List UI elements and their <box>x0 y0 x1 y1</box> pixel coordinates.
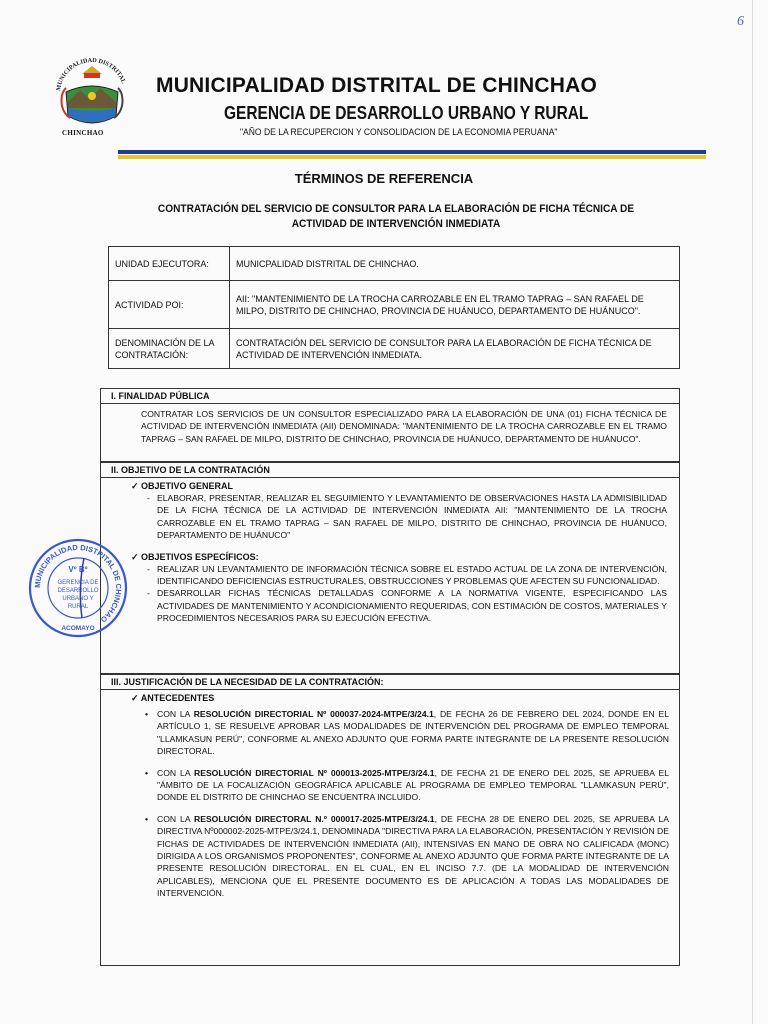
list-item: • CON LA RESOLUCIÓN DIRECTORAL N.º 000017-2025-MTPE/3/24.1, DE FECHA 28 DE ENERO DEL 2025, SE APRUEBA LA DIRECTIVA Nº000002-2025-MTPE/3/24.1, DENOMINADA "DIRECTIVA PARA LA ELABORACIÓN, PRESENTACIÓN Y REVISIÓN DE FICHAS DE ACTIVIDADES DE INTERVENCIÓN INMEDIATA (AII), INTENSIVAS EN MANO DE OBRA NO CALIFICADA (MONC) DIRIGIDA A LOS ORGANISMOS PROPONENTES", CONFORME AL ANEXO ADJUNTO QUE FORMA PARTE INTEGRANTE DE LA PRESENTE RESOLUCIÓN DIRECTORAL. EN EL CUAL, EN EL INCISO 7.7. (DE LA MODALIDAD DE INTERVENCIÓN APLICABLES), MENCIONA QUE EL PRESENTE DOCUMENTO ES DE APLICACIÓN A TODAS LAS MODALIDADES DE INTERVENCIÓN. <box>145 813 669 899</box>
section-heading: II. OBJETIVO DE LA CONTRATACIÓN <box>101 463 679 478</box>
section-text: CONTRATAR LOS SERVICIOS DE UN CONSULTOR ESPECIALIZADO PARA LA ELABORACIÓN DE UNA (01) FICHA TÉCNICA DE ACTIVIDAD DE INTERVENCIÓN INMEDIATA (AII) DENOMINADA: "MANTENIMIENTO DE LA TROCHA CARROZABLE EN EL TRAMO TAPRAG – SAN RAFAEL DE MILPO, DISTRITO DE CHINCHAO, PROVINCIA DE HUÁNUCO, DEPARTAMENTO DE HUÁNUCO". <box>141 409 667 444</box>
info-table <box>108 246 680 369</box>
list-item: - DESARROLLAR FICHAS TÉCNICAS DETALLADAS CONFORME A LA NORMATIVA VIGENTE, ESPECIFICANDO LAS ACTIVIDADES DE MANTENIMIENTO Y ACONDICIONAMIENTO REQUERIDAS, CON ESTIMACIÓN DE COSTOS, MATERIALES Y PROCEDIMIENTOS NECESARIOS PARA SU EJECUCIÓN EFECTIVA. <box>147 588 667 624</box>
list-item: • CON LA RESOLUCIÓN DIRECTORIAL Nº 000037-2024-MTPE/3/24.1, DE FECHA 26 DE FEBRERO DEL 2024, DONDE EN EL ARTÍCULO 1, SE RESUELVE APROBAR LAS MODALIDADES DE INTERVENCIÓN DEL PROGRAMA DE EMPLEO TEMPORAL "LLAMKASUN PERÚ", CONFORME AL ANEXO ADJUNTO QUE FORMA PARTE INTEGRANTE DE LA PRESENTE RESOLUCIÓN DIRECTORAL. <box>145 709 669 757</box>
info-value: CONTRATACIÓN DEL SERVICIO DE CONSULTOR PARA LA ELABORACIÓN DE FICHA TÉCNICA DE ACTIVIDAD DE INTERVENCIÓN INMEDIATA. <box>230 329 680 369</box>
item-text: , DE FECHA 26 DE FEBRERO DEL 2024, DONDE EN EL ARTÍCULO 1, SE RESUELVE APROBAR LAS MODALIDADES DE INTERVENCIÓN DEL PROGRAMA DE EMPLEO TEMPORAL "LLAMKASUN PERÚ", CONFORME AL ANEXO ADJUNTO QUE FORMA PARTE INTEGRANTE DE LA PRESENTE RESOLUCIÓN DIRECTORAL. <box>157 709 669 757</box>
header-subtitle: GERENCIA DE DESARROLLO URBANO Y RURAL <box>224 103 589 123</box>
svg-text:MUNICIPALIDAD DISTRITAL DE CHI: MUNICIPALIDAD DISTRITAL DE CHINCHAO <box>32 542 124 625</box>
section-heading: III. JUSTIFICACIÓN DE LA NECESIDAD DE LA CONTRATACIÓN: <box>101 675 679 690</box>
objective-general-heading: ✓ OBJETIVO GENERAL <box>131 481 234 491</box>
logo-caption: CHINCHAO <box>62 129 104 137</box>
document-title: TÉRMINOS DE REFERENCIA <box>294 171 474 186</box>
list-item: - REALIZAR UN LEVANTAMIENTO DE INFORMACIÓN TÉCNICA SOBRE EL ESTADO ACTUAL DE LA ZONA DE INTERVENCIÓN, IDENTIFICANDO DEFICIENCIAS ESTRUCTURALES, OBSTRUCCIONES Y PROBLEMAS QUE AFECTEN SU FUNCIONALIDAD. <box>147 563 667 587</box>
svg-text:DESARROLLO: DESARROLLO <box>57 588 99 594</box>
header-divider-blue <box>118 150 706 154</box>
info-label: ACTIVIDAD POI: <box>109 281 230 329</box>
item-prefix: CON LA <box>157 709 194 719</box>
header-title: MUNICIPALIDAD DISTRITAL DE CHINCHAO <box>156 74 597 97</box>
table-row <box>109 247 680 281</box>
svg-text:MUNICIPALIDAD DISTRITAL: MUNICIPALIDAD DISTRITAL <box>55 58 128 92</box>
municipal-logo <box>52 58 132 140</box>
table-row <box>109 329 680 369</box>
item-prefix: CON LA <box>157 767 195 778</box>
section-objetivo <box>100 462 680 674</box>
item-text: , DE FECHA 21 DE ENERO DEL 2025, SE APRUEBA EL "ÁMBITO DE LA FOCALIZACIÓN GEOGRÁFICA APLICABLE AL PROGRAMA DE EMPLEO TEMPORAL "LLAMKASUN PERÚ", DONDE EL DISTRITO DE CHINCHAO SE ENCUENTRA INCLUIDO. <box>157 767 669 803</box>
svg-text:GERENCIA DE: GERENCIA DE <box>57 580 99 586</box>
header-divider-yellow <box>118 155 706 159</box>
item-text: , DE FECHA 28 DE ENERO DEL 2025, SE APRUEBA LA DIRECTIVA Nº000002-2025-MTPE/3/24.1, DENOMINADA "DIRECTIVA PARA LA ELABORACIÓN, PRESENTACIÓN Y REVISIÓN DE FICHAS DE ACTIVIDADES DE INTERVENCIÓN INMEDIATA (AII), INTENSIVAS EN MANO DE OBRA NO CALIFICADA (MONC) DIRIGIDA A LOS ORGANISMOS PROPONENTES", CONFORME AL ANEXO ADJUNTO QUE FORMA PARTE INTEGRANTE DE LA PRESENTE RESOLUCIÓN DIRECTORAL. EN EL CUAL, EN EL INCISO 7.7. (DE LA MODALIDAD DE INTERVENCIÓN APLICABLES), MENCIONA QUE EL PRESENTE DOCUMENTO ES DE APLICACIÓN A TODAS LAS MODALIDADES DE INTERVENCIÓN. <box>157 813 669 899</box>
table-row <box>109 281 680 329</box>
section-finalidad <box>100 388 680 462</box>
item-prefix: CON LA <box>157 813 195 824</box>
section-heading: I. FINALIDAD PÚBLICA <box>101 389 679 404</box>
info-value: MUNICPALIDAD DISTRITAL DE CHINCHAO. <box>230 247 680 281</box>
list-item: - ELABORAR, PRESENTAR, REALIZAR EL SEGUIMIENTO Y LEVANTAMIENTO DE OBSERVACIONES HASTA LA ADMISIBILIDAD DE LA FICHA TÉCNICA DE LA ACTIVIDAD DE INTERVENCIÓN INMEDIATA AII: "MANTENIMIENTO DE LA TROCHA CARROZABLE EN EL TRAMO TAPRAG – SAN RAFAEL DE MILPO, DISTRITO DE CHINCHAO, PROVINCIA DE HUÁNUCO, DEPARTAMENTO DE HUÁNUCO" <box>147 493 667 541</box>
info-label: DENOMINACIÓN DE LA CONTRATACIÓN: <box>109 329 230 369</box>
antecedentes-heading: ✓ ANTECEDENTES <box>131 693 215 703</box>
header-motto: "AÑO DE LA RECUPERCION Y CONSOLIDACION DE LA ECONOMIA PERUANA" <box>240 127 558 138</box>
list-item-text: ELABORAR, PRESENTAR, REALIZAR EL SEGUIMIENTO Y LEVANTAMIENTO DE OBSERVACIONES HASTA LA ADMISIBILIDAD DE LA FICHA TÉCNICA DE LA ACTIVIDAD DE INTERVENCIÓN INMEDIATA AII: "MANTENIMIENTO DE LA TROCHA CARROZABLE EN EL TRAMO TAPRAG – SAN RAFAEL DE MILPO, DISTRITO DE CHINCHAO, PROVINCIA DE HUÁNUCO, DEPARTAMENTO DE HUÁNUCO" <box>157 493 667 541</box>
item-reference: RESOLUCIÓN DIRECTORIAL Nº 000013-2025-MTPE/3/24.1 <box>194 767 435 778</box>
info-label: UNIDAD EJECUTORA: <box>109 247 230 281</box>
page-number: 6 <box>737 14 744 29</box>
item-reference: RESOLUCIÓN DIRECTORAL N.º 000017-2025-MTPE/3/24.1 <box>194 813 435 824</box>
document-subtitle: CONTRATACIÓN DEL SERVICIO DE CONSULTOR PARA LA ELABORACIÓN DE FICHA TÉCNICA DE ACTIVIDAD DE INTERVENCIÓN INMEDIATA <box>157 203 635 230</box>
objective-specific-heading: ✓ OBJETIVOS ESPECÍFICOS: <box>131 551 259 562</box>
list-item: • CON LA RESOLUCIÓN DIRECTORIAL Nº 000013-2025-MTPE/3/24.1, DE FECHA 21 DE ENERO DEL 2025, SE APRUEBA EL "ÁMBITO DE LA FOCALIZACIÓN GEOGRÁFICA APLICABLE AL PROGRAMA DE EMPLEO TEMPORAL "LLAMKASUN PERÚ", DONDE EL DISTRITO DE CHINCHAO SE ENCUENTRA INCLUIDO. <box>145 767 669 803</box>
svg-text:RURAL: RURAL <box>67 604 89 610</box>
list-item-text: DESARROLLAR FICHAS TÉCNICAS DETALLADAS CONFORME A LA NORMATIVA VIGENTE, ESPECIFICANDO LAS ACTIVIDADES DE MANTENIMIENTO Y ACONDICIONAMIENTO REQUERIDAS, CON ESTIMACIÓN DE COSTOS, MATERIALES Y PROCEDIMIENTOS NECESARIOS PARA SU EJECUCIÓN EFECTIVA. <box>157 588 667 624</box>
list-item-text: REALIZAR UN LEVANTAMIENTO DE INFORMACIÓN TÉCNICA SOBRE EL ESTADO ACTUAL DE LA ZONA DE INTERVENCIÓN, IDENTIFICANDO DEFICIENCIAS ESTRUCTURALES, OBSTRUCCIONES Y PROBLEMAS QUE AFECTEN SU FUNCIONALIDAD. <box>157 563 667 587</box>
approval-seal-stamp <box>26 536 130 640</box>
svg-text:URBANO Y: URBANO Y <box>62 596 94 602</box>
info-value: AII: "MANTENIMIENTO DE LA TROCHA CARROZABLE EN EL TRAMO TAPRAG – SAN RAFAEL DE MILPO, DISTRITO DE CHINCHAO, PROVINCIA DE HUÁNUCO, DEPARTAMENTO DE HUÁNUCO". <box>230 281 680 329</box>
svg-text:ACOMAYO: ACOMAYO <box>61 625 95 632</box>
page-edge-line <box>752 0 753 1024</box>
item-reference: RESOLUCIÓN DIRECTORIAL Nº 000037-2024-MTPE/3/24.1 <box>193 709 434 719</box>
section-justificacion <box>100 674 680 966</box>
svg-text:Vº Bº: Vº Bº <box>68 565 88 574</box>
